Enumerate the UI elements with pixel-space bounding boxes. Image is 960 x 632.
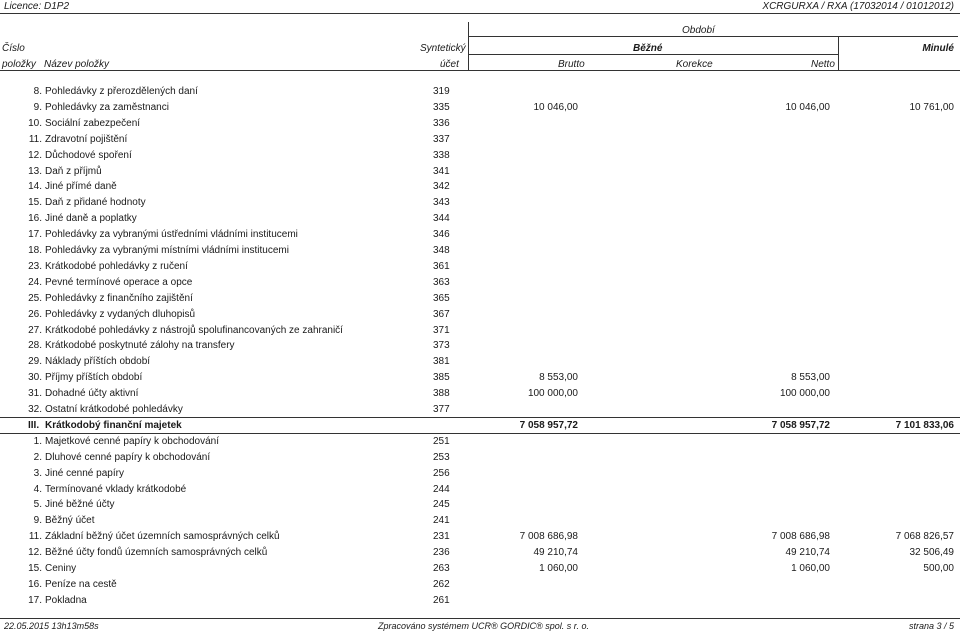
col-header-ucet: účet (440, 59, 459, 70)
cell-name: Zdravotní pojištění (45, 133, 128, 145)
cell-num: 15. (28, 563, 42, 574)
cell-num: 32. (28, 404, 42, 415)
cell-num: 3. (33, 467, 42, 479)
table-row (0, 530, 960, 544)
table-row (0, 260, 960, 274)
footer-page: strana 3 / 5 (908, 621, 954, 631)
cell-name: Jiné daně a poplatky (45, 213, 137, 225)
cell-name: Ceniny (45, 563, 77, 574)
cell-netto: 7 008 686,98 (771, 531, 830, 543)
cell-minule: 10 761,00 (909, 101, 954, 113)
cell-name: Příjmy příštích období (45, 372, 143, 384)
table-row (0, 546, 960, 560)
table-row (0, 451, 960, 465)
table-row (0, 355, 960, 369)
cell-acct: 388 (433, 388, 450, 400)
cell-num: 16. (28, 213, 42, 225)
table-row (0, 435, 960, 449)
table-row (0, 387, 960, 401)
section-row (0, 419, 960, 433)
cell-acct: 245 (433, 499, 450, 511)
cell-num: 10. (28, 117, 42, 129)
table-row (0, 578, 960, 592)
cell-acct: 336 (433, 117, 450, 129)
cell-num: 23. (28, 260, 42, 272)
cell-name: Pohledávky za zaměstnanci (45, 101, 169, 113)
table-row (0, 562, 960, 576)
cell-acct: 261 (433, 594, 450, 606)
cell-name: Dohadné účty aktivní (45, 388, 139, 400)
cell-name: Jiné běžné účty (45, 499, 115, 511)
cell-name: Peníze na cestě (45, 578, 117, 590)
cell-netto: 7 058 957,72 (771, 419, 830, 431)
cell-num: 18. (28, 245, 42, 256)
table-row (0, 244, 960, 258)
table-row (0, 180, 960, 194)
table-row (0, 594, 960, 608)
cell-num: 26. (28, 308, 42, 320)
cell-name: Majetkové cenné papíry k obchodování (45, 435, 219, 447)
cell-netto: 49 210,74 (785, 547, 830, 559)
table-row (0, 165, 960, 179)
cell-num: 17. (28, 229, 42, 241)
table-row (0, 133, 960, 147)
cell-netto: 100 000,00 (779, 388, 830, 400)
cell-num: 30. (28, 372, 42, 384)
cell-acct: 244 (433, 483, 450, 495)
cell-num: 31. (28, 388, 42, 400)
cell-num: 24. (28, 276, 42, 288)
table-row (0, 212, 960, 226)
table-row (0, 228, 960, 242)
bezne-rule (468, 54, 838, 55)
table-row (0, 498, 960, 512)
cell-num: 1. (33, 435, 42, 447)
col-header-cislo: Číslo (2, 43, 25, 54)
cell-acct: 381 (433, 356, 450, 368)
cell-acct: 338 (433, 149, 450, 161)
section-rule (0, 417, 960, 418)
cell-acct: 236 (433, 547, 450, 559)
cell-acct: 231 (433, 531, 450, 543)
col-header-brutto: Brutto (558, 59, 585, 70)
cell-name: Pohledávky z finančního zajištění (45, 292, 193, 304)
cell-num: 16. (28, 578, 42, 590)
cell-acct: 346 (433, 229, 450, 241)
cell-name: Pohledávky z vydaných dluhopisů (45, 308, 196, 320)
cell-acct: 371 (433, 324, 450, 336)
cell-num: 11. (28, 531, 42, 543)
cell-acct: 335 (433, 101, 450, 113)
table-row (0, 276, 960, 290)
table-row (0, 514, 960, 528)
cell-name: Daň z přidané hodnoty (45, 197, 146, 209)
cell-name: Krátkodobé poskytnuté zálohy na transfery (45, 340, 235, 352)
cell-acct: 377 (433, 404, 450, 415)
footer-rule (0, 618, 960, 619)
cell-num: 25. (28, 292, 42, 304)
cell-acct: 367 (433, 308, 450, 320)
cell-name: Pohledávky za vybranými místními vládními institucemi (45, 245, 289, 256)
cell-num: 17. (28, 594, 42, 606)
cell-num: 2. (33, 451, 42, 463)
obdobi-rule (468, 36, 958, 37)
cell-minule: 7 101 833,06 (895, 419, 954, 431)
cell-name: Pohledávky za vybranými ústředními vládními institucemi (45, 229, 298, 241)
cell-acct: 337 (433, 133, 450, 145)
cell-num: 4. (33, 483, 42, 495)
table-row (0, 371, 960, 385)
col-header-bezne: Běžné (633, 43, 663, 54)
cell-brutto: 10 046,00 (533, 101, 578, 113)
cell-num: III. (28, 419, 40, 431)
table-row (0, 196, 960, 210)
cell-acct: 363 (433, 276, 450, 288)
col-header-nazev: Název položky (44, 59, 110, 70)
cell-brutto: 7 008 686,98 (519, 531, 578, 543)
cell-brutto: 7 058 957,72 (519, 419, 578, 431)
cell-acct: 251 (433, 435, 450, 447)
report-code: XCRGURXA / RXA (17032014 / 01012012) (762, 1, 954, 12)
cell-name: Jiné přímé daně (45, 181, 117, 193)
cell-acct: 342 (433, 181, 450, 193)
table-row (0, 308, 960, 322)
cell-acct: 256 (433, 467, 450, 479)
cell-num: 9. (33, 515, 42, 527)
cell-acct: 341 (433, 165, 450, 177)
table-row (0, 292, 960, 306)
cell-name: Jiné cenné papíry (45, 467, 124, 479)
header-divider-2 (838, 36, 839, 70)
cell-netto: 10 046,00 (785, 101, 830, 113)
cell-acct: 361 (433, 260, 450, 272)
cell-name: Pohledávky z přerozdělených daní (45, 86, 198, 97)
cell-acct: 344 (433, 213, 450, 225)
table-row (0, 483, 960, 497)
cell-minule: 32 506,49 (909, 547, 954, 559)
cell-num: 9. (33, 101, 42, 113)
cell-acct: 348 (433, 245, 450, 256)
cell-name: Důchodové spoření (45, 149, 132, 161)
cell-name: Pevné termínové operace a opce (45, 276, 193, 288)
cell-name: Krátkodobé pohledávky z ručení (45, 260, 188, 272)
cell-name: Náklady příštích období (45, 356, 151, 368)
cell-name: Pokladna (45, 594, 87, 606)
header-top-rule (0, 13, 960, 14)
cell-name: Ostatní krátkodobé pohledávky (45, 404, 183, 415)
col-header-netto: Netto (811, 59, 835, 70)
cell-brutto: 100 000,00 (527, 388, 578, 400)
table-row (0, 149, 960, 163)
cell-num: 11. (28, 133, 42, 145)
cell-acct: 262 (433, 578, 450, 590)
cell-acct: 373 (433, 340, 450, 352)
cell-acct: 253 (433, 451, 450, 463)
cell-name: Dluhové cenné papíry k obchodování (45, 451, 211, 463)
table-row (0, 85, 960, 99)
cell-name: Daň z příjmů (45, 165, 102, 177)
cell-num: 15. (28, 197, 42, 209)
col-header-polozky: položky (2, 59, 36, 70)
cell-num: 12. (28, 547, 42, 559)
cell-brutto: 49 210,74 (533, 547, 578, 559)
cell-brutto: 1 060,00 (539, 563, 578, 574)
cell-num: 8. (33, 86, 42, 97)
footer-processed-by: Zpracováno systémem UCR® GORDIC® spol. s r. o. (378, 621, 589, 631)
cell-acct: 385 (433, 372, 450, 384)
cell-name: Krátkodobý finanční majetek (45, 419, 182, 431)
header-divider-1 (468, 22, 469, 70)
cell-minule: 500,00 (923, 563, 954, 574)
footer-timestamp: 22.05.2015 13h13m58s (4, 621, 99, 631)
cell-name: Základní běžný účet územních samosprávných celků (45, 531, 280, 543)
licence-label: Licence: D1P2 (4, 1, 70, 12)
table-row (0, 117, 960, 131)
table-row (0, 324, 960, 338)
table-row (0, 339, 960, 353)
header-bottom-rule (0, 70, 960, 71)
cell-num: 12. (28, 149, 42, 161)
cell-minule: 7 068 826,57 (895, 531, 954, 543)
cell-brutto: 8 553,00 (539, 372, 578, 384)
cell-acct: 241 (433, 515, 450, 527)
cell-acct: 343 (433, 197, 450, 209)
cell-name: Krátkodobé pohledávky z nástrojů spolufinancovaných ze zahraničí (45, 324, 343, 336)
cell-num: 13. (28, 165, 42, 177)
table-row (0, 101, 960, 115)
cell-acct: 365 (433, 292, 450, 304)
cell-acct: 263 (433, 563, 450, 574)
cell-num: 27. (28, 324, 42, 336)
table-row (0, 403, 960, 417)
cell-name: Sociální zabezpečení (45, 117, 141, 129)
section-rule (0, 433, 960, 434)
cell-num: 28. (28, 340, 42, 352)
col-header-obdobi: Období (682, 25, 715, 36)
cell-name: Běžný účet (45, 515, 95, 527)
col-header-synteticky: Syntetický (420, 43, 466, 54)
cell-netto: 1 060,00 (791, 563, 830, 574)
cell-num: 29. (28, 356, 42, 368)
cell-name: Běžné účty fondů územních samosprávných celků (45, 547, 268, 559)
cell-netto: 8 553,00 (791, 372, 830, 384)
cell-name: Termínované vklady krátkodobé (45, 483, 187, 495)
col-header-minule: Minulé (922, 43, 954, 54)
cell-num: 14. (28, 181, 42, 193)
col-header-korekce: Korekce (676, 59, 713, 70)
cell-acct: 319 (433, 86, 450, 97)
table-row (0, 467, 960, 481)
cell-num: 5. (33, 499, 42, 511)
